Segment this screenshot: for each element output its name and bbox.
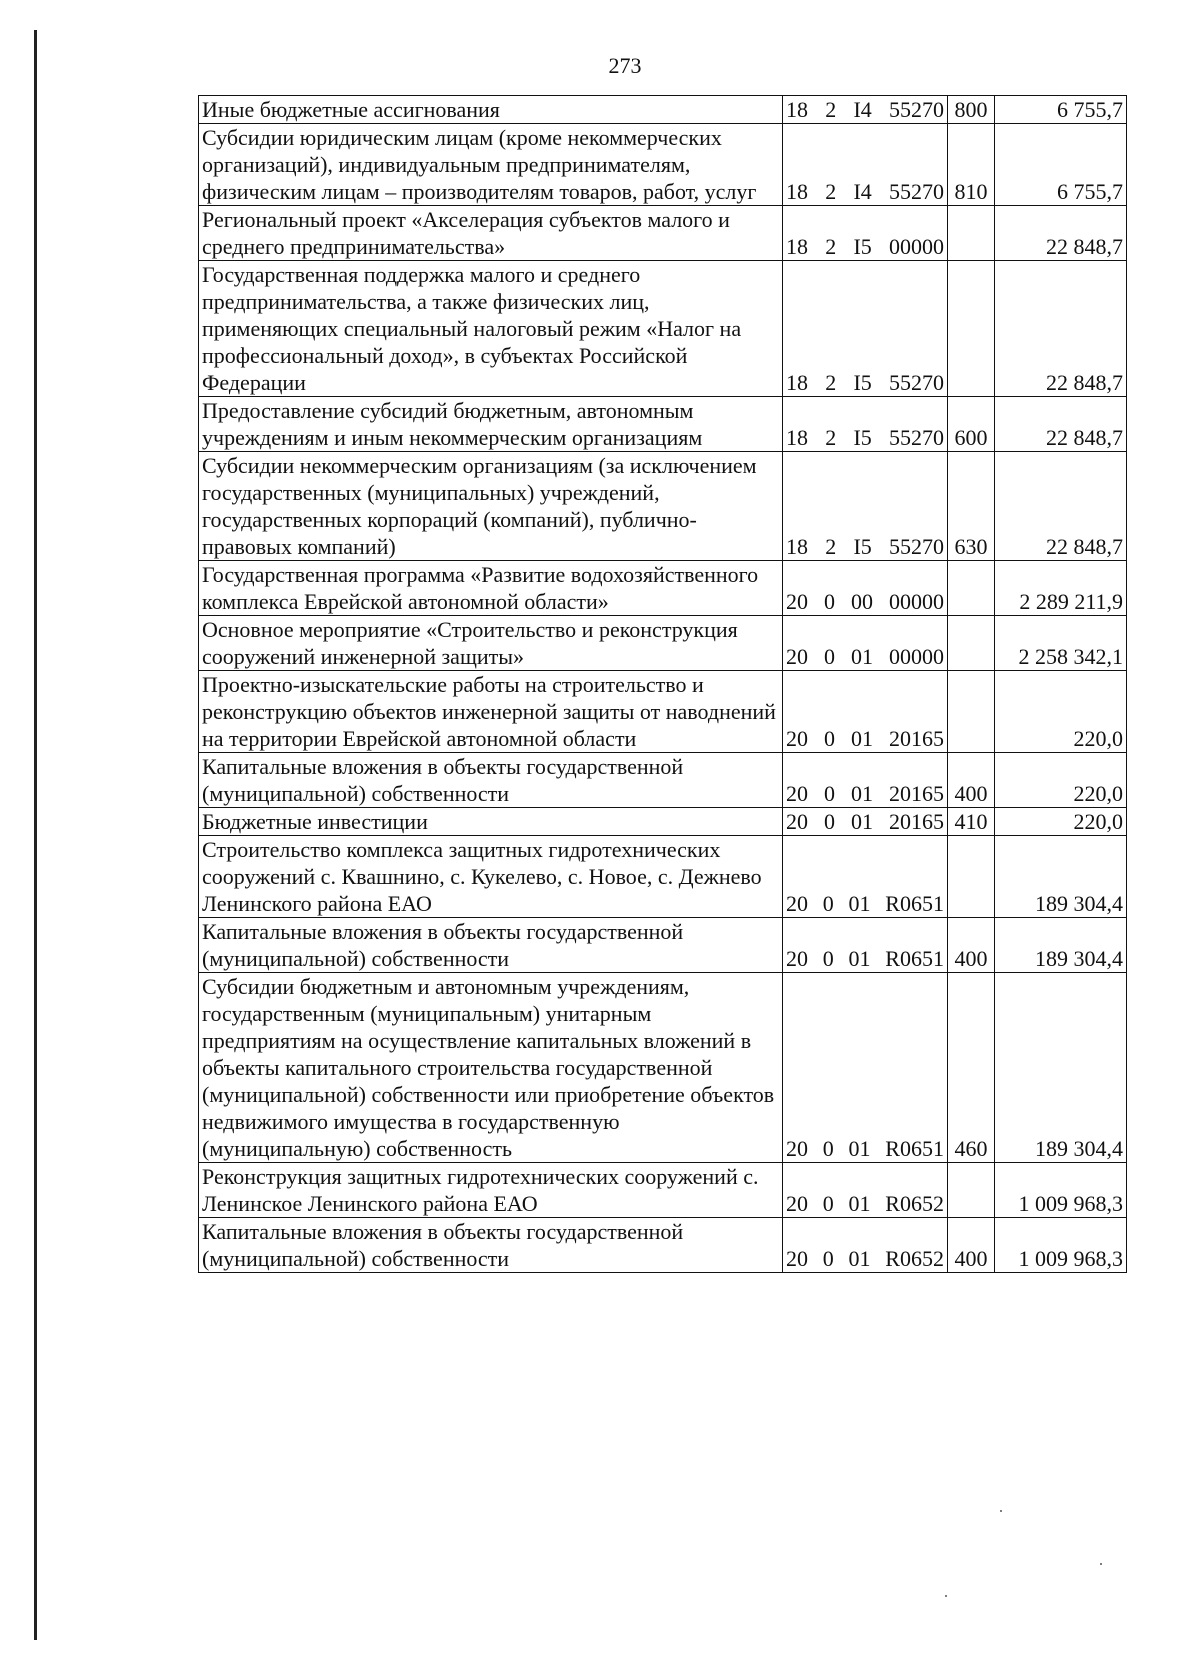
code-part: 55270 xyxy=(888,370,944,395)
code-part: 0 xyxy=(822,1191,834,1216)
row-code xyxy=(783,1218,948,1273)
row-name: Строительство комплекса защитных гидротехнических сооружений с. Квашнино, с. Кукелево, с. Новое, с. Дежнево Ленинского района ЕАО xyxy=(199,836,783,918)
row-code-parts xyxy=(786,533,944,560)
row-expense-type: 600 xyxy=(948,397,995,452)
code-part: 01 xyxy=(851,644,873,669)
row-code-parts xyxy=(786,780,944,807)
code-part: R0651 xyxy=(885,1136,944,1161)
code-part: 2 xyxy=(825,234,837,259)
code-part: 00000 xyxy=(889,644,944,669)
row-amount: 220,0 xyxy=(995,753,1127,808)
row-code-parts xyxy=(786,1135,944,1162)
code-part: 01 xyxy=(851,809,873,834)
row-code xyxy=(783,397,948,452)
code-part: 01 xyxy=(848,946,871,971)
table-row xyxy=(199,671,1127,753)
row-code xyxy=(783,808,948,836)
row-name: Предоставление субсидий бюджетным, автономным учреждениям и иным некоммерческим организациям xyxy=(199,397,783,452)
table-row xyxy=(199,397,1127,452)
code-part: 55270 xyxy=(888,534,944,559)
code-part: 0 xyxy=(824,726,835,751)
scan-speck xyxy=(945,1595,947,1597)
row-name: Капитальные вложения в объекты государственной (муниципальной) собственности xyxy=(199,918,783,973)
table-row xyxy=(199,1163,1127,1218)
code-part: 18 xyxy=(786,370,808,395)
table-row xyxy=(199,561,1127,616)
code-part: 20165 xyxy=(889,809,944,834)
row-name: Капитальные вложения в объекты государственной (муниципальной) собственности xyxy=(199,753,783,808)
row-amount: 22 848,7 xyxy=(995,261,1127,397)
code-part: 2 xyxy=(825,179,837,204)
row-name: Субсидии некоммерческим организациям (за исключением государственных (муниципальных) учреждений, государственных корпораций (компаний), публично-правовых компаний) xyxy=(199,452,783,561)
code-part: 2 xyxy=(825,370,837,395)
row-code-parts xyxy=(786,725,944,752)
row-code xyxy=(783,96,948,124)
code-part: 01 xyxy=(848,1246,871,1271)
table-row xyxy=(199,452,1127,561)
code-part: 2 xyxy=(825,97,837,122)
code-part: 18 xyxy=(786,425,808,450)
code-part: 18 xyxy=(786,234,808,259)
table-row xyxy=(199,96,1127,124)
row-code-parts xyxy=(786,178,944,205)
row-amount: 2 289 211,9 xyxy=(995,561,1127,616)
row-amount: 6 755,7 xyxy=(995,96,1127,124)
row-code xyxy=(783,836,948,918)
row-amount: 1 009 968,3 xyxy=(995,1218,1127,1273)
code-part: 55270 xyxy=(888,425,944,450)
row-name: Реконструкция защитных гидротехнических сооружений с. Ленинское Ленинского района ЕАО xyxy=(199,1163,783,1218)
code-part: 20 xyxy=(786,726,808,751)
table-row xyxy=(199,1218,1127,1273)
code-part: 20 xyxy=(786,809,808,834)
row-amount: 189 304,4 xyxy=(995,836,1127,918)
row-expense-type: 810 xyxy=(948,124,995,206)
code-part: R0652 xyxy=(885,1246,944,1271)
row-code xyxy=(783,616,948,671)
row-amount: 22 848,7 xyxy=(995,397,1127,452)
row-code xyxy=(783,261,948,397)
code-part: R0652 xyxy=(885,1191,944,1216)
row-expense-type xyxy=(948,671,995,753)
row-code xyxy=(783,452,948,561)
code-part: 20 xyxy=(786,1136,808,1161)
table-row xyxy=(199,753,1127,808)
row-amount: 189 304,4 xyxy=(995,918,1127,973)
row-code xyxy=(783,753,948,808)
table-row xyxy=(199,206,1127,261)
row-code-parts xyxy=(786,588,944,615)
row-name: Капитальные вложения в объекты государственной (муниципальной) собственности xyxy=(199,1218,783,1273)
code-part: 20 xyxy=(786,1246,808,1271)
row-code-parts xyxy=(786,945,944,972)
code-part: 18 xyxy=(786,179,808,204)
budget-table-body xyxy=(199,96,1127,1273)
code-part: 20 xyxy=(786,589,808,614)
code-part: R0651 xyxy=(885,891,944,916)
code-part: 20 xyxy=(786,644,808,669)
code-part: 55270 xyxy=(888,97,944,122)
code-part: 0 xyxy=(824,809,835,834)
row-amount: 22 848,7 xyxy=(995,206,1127,261)
row-expense-type: 460 xyxy=(948,973,995,1163)
code-part: 0 xyxy=(822,946,834,971)
row-code-parts xyxy=(786,96,944,123)
row-amount: 1 009 968,3 xyxy=(995,1163,1127,1218)
row-code xyxy=(783,918,948,973)
table-row xyxy=(199,124,1127,206)
code-part: 2 xyxy=(825,534,837,559)
code-part: 00000 xyxy=(888,234,944,259)
row-code-parts xyxy=(786,808,944,835)
code-part: 0 xyxy=(822,1136,834,1161)
code-part: I5 xyxy=(853,234,872,259)
row-code xyxy=(783,206,948,261)
code-part: R0651 xyxy=(885,946,944,971)
row-name: Государственная программа «Развитие водохозяйственного комплекса Еврейской автономной области» xyxy=(199,561,783,616)
code-part: 00 xyxy=(851,589,873,614)
row-name: Иные бюджетные ассигнования xyxy=(199,96,783,124)
row-amount: 2 258 342,1 xyxy=(995,616,1127,671)
row-code xyxy=(783,973,948,1163)
code-part: 20 xyxy=(786,891,808,916)
row-expense-type xyxy=(948,261,995,397)
row-expense-type: 400 xyxy=(948,918,995,973)
row-expense-type xyxy=(948,616,995,671)
row-expense-type: 800 xyxy=(948,96,995,124)
code-part: 20165 xyxy=(889,781,944,806)
code-part: I5 xyxy=(853,425,872,450)
code-part: 01 xyxy=(848,1191,871,1216)
row-name: Проектно-изыскательские работы на строительство и реконструкцию объектов инженерной защиты от наводнений на территории Еврейской автономной области xyxy=(199,671,783,753)
row-code xyxy=(783,561,948,616)
code-part: 0 xyxy=(824,589,835,614)
row-expense-type: 400 xyxy=(948,753,995,808)
code-part: 0 xyxy=(824,781,835,806)
code-part: 20 xyxy=(786,781,808,806)
code-part: I5 xyxy=(853,534,872,559)
code-part: 0 xyxy=(822,891,834,916)
page-number: 273 xyxy=(608,53,642,78)
code-part: 20 xyxy=(786,1191,808,1216)
row-amount: 220,0 xyxy=(995,671,1127,753)
table-row xyxy=(199,836,1127,918)
code-part: I4 xyxy=(853,97,872,122)
row-expense-type xyxy=(948,561,995,616)
row-amount: 220,0 xyxy=(995,808,1127,836)
code-part: 01 xyxy=(848,1136,871,1161)
row-code-parts xyxy=(786,643,944,670)
row-name: Субсидии бюджетным и автономным учреждениям, государственным (муниципальным) унитарным предприятиям на осуществление капитальных вложений в объекты капитального строительства государственной (муниципальной) собственности или приобретение объектов недвижимого имущества в государственную (муниципальную) собственность xyxy=(199,973,783,1163)
row-name: Основное мероприятие «Строительство и реконструкция сооружений инженерной защиты» xyxy=(199,616,783,671)
code-part: 00000 xyxy=(889,589,944,614)
table-row xyxy=(199,261,1127,397)
row-code-parts xyxy=(786,424,944,451)
scan-binding-edge xyxy=(34,30,37,1640)
row-code-parts xyxy=(786,233,944,260)
code-part: I4 xyxy=(853,179,872,204)
table-row xyxy=(199,918,1127,973)
row-expense-type xyxy=(948,206,995,261)
code-part: 01 xyxy=(851,781,873,806)
row-code-parts xyxy=(786,1190,944,1217)
row-code xyxy=(783,124,948,206)
row-name: Государственная поддержка малого и среднего предпринимательства, а также физических лиц, применяющих специальный налоговый режим «Налог на профессиональный доход», в субъектах Российской Федерации xyxy=(199,261,783,397)
code-part: 01 xyxy=(848,891,871,916)
row-code-parts xyxy=(786,890,944,917)
row-code-parts xyxy=(786,1245,944,1272)
code-part: I5 xyxy=(853,370,872,395)
row-code xyxy=(783,1163,948,1218)
table-row xyxy=(199,616,1127,671)
row-amount: 189 304,4 xyxy=(995,973,1127,1163)
row-expense-type: 410 xyxy=(948,808,995,836)
row-name: Региональный проект «Акселерация субъектов малого и среднего предпринимательства» xyxy=(199,206,783,261)
row-name: Бюджетные инвестиции xyxy=(199,808,783,836)
table-row xyxy=(199,808,1127,836)
code-part: 55270 xyxy=(888,179,944,204)
code-part: 18 xyxy=(786,97,808,122)
row-name: Субсидии юридическим лицам (кроме некоммерческих организаций), индивидуальным предпринимателям, физическим лицам – производителям товаров, работ, услуг xyxy=(199,124,783,206)
row-code-parts xyxy=(786,369,944,396)
row-code xyxy=(783,671,948,753)
row-expense-type xyxy=(948,836,995,918)
scan-speck xyxy=(1000,1510,1002,1512)
budget-table xyxy=(198,95,1127,1273)
row-expense-type: 400 xyxy=(948,1218,995,1273)
row-expense-type xyxy=(948,1163,995,1218)
row-expense-type: 630 xyxy=(948,452,995,561)
scan-speck xyxy=(1100,1563,1102,1565)
code-part: 20 xyxy=(786,946,808,971)
code-part: 01 xyxy=(851,726,873,751)
code-part: 0 xyxy=(822,1246,834,1271)
code-part: 20165 xyxy=(889,726,944,751)
code-part: 0 xyxy=(824,644,835,669)
row-amount: 22 848,7 xyxy=(995,452,1127,561)
code-part: 2 xyxy=(825,425,837,450)
table-row xyxy=(199,973,1127,1163)
code-part: 18 xyxy=(786,534,808,559)
row-amount: 6 755,7 xyxy=(995,124,1127,206)
